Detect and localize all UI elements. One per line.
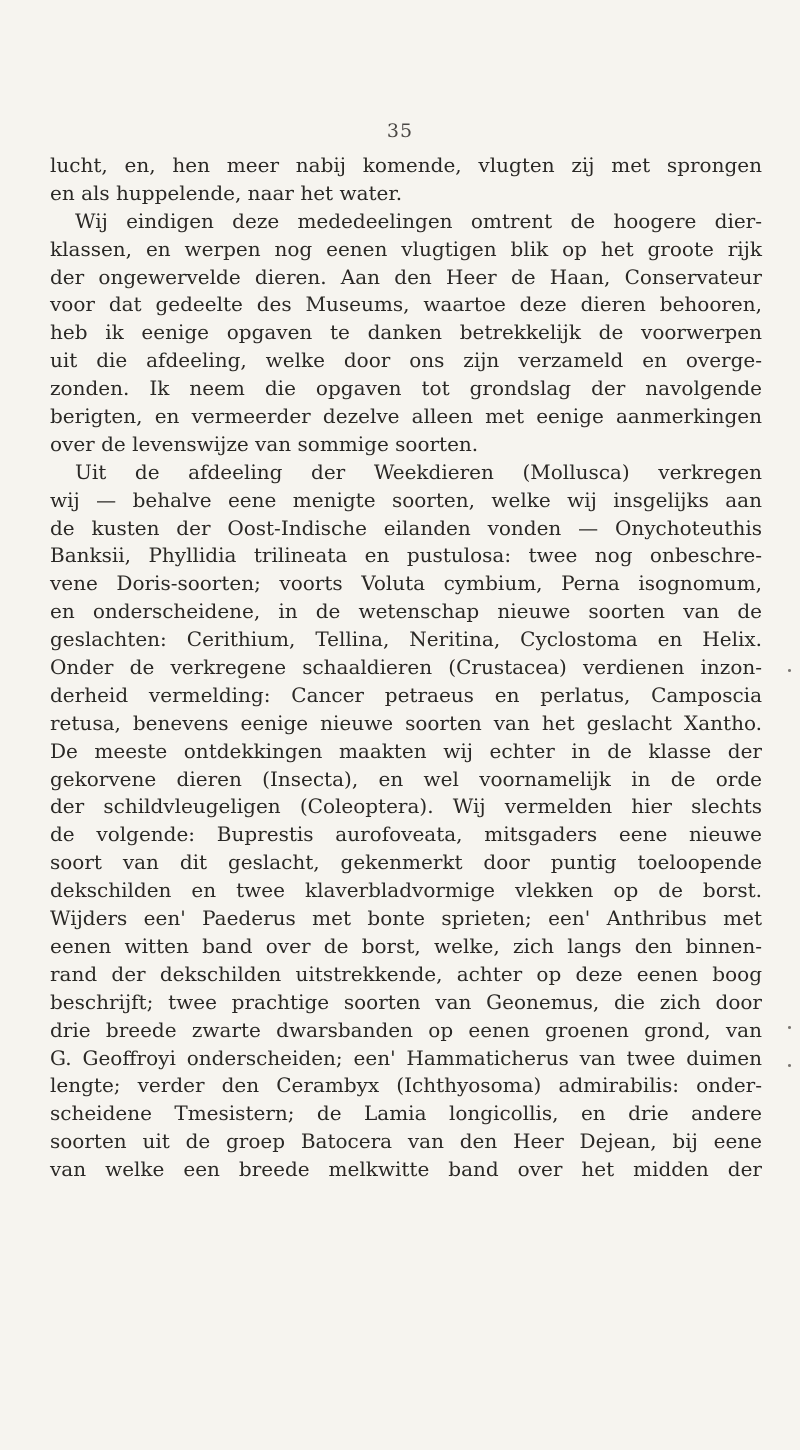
- text-line: soort van dit geslacht, gekenmerkt door puntig toeloopende: [50, 850, 762, 875]
- text-line: soorten uit de groep Batocera van den Heer Dejean, bij eene: [50, 1129, 762, 1154]
- text-line: uit die afdeeling, welke door ons zijn verzameld en overge-: [50, 348, 762, 373]
- text-line: en onderscheidene, in de wetenschap nieuwe soorten van de: [50, 599, 762, 624]
- print-speck: [788, 1064, 791, 1067]
- text-line: derheid vermelding: Cancer petraeus en perlatus, Camposcia: [50, 682, 762, 707]
- text-line: scheidene Tmesistern; de Lamia longicollis, en drie andere: [50, 1101, 762, 1126]
- text-line: gekorvene dieren (Insecta), en wel voornamelijk in de orde: [50, 766, 762, 791]
- text-line: dekschilden en twee klaverbladvormige vlekken op de borst.: [50, 878, 762, 903]
- text-line: lengte; verder den Cerambyx (Ichthyosoma) admirabilis: onder-: [50, 1073, 762, 1098]
- text-line: van welke een breede melkwitte band over het midden der: [50, 1157, 762, 1182]
- text-line: geslachten: Cerithium, Tellina, Neritina, Cyclostoma en Helix.: [50, 627, 762, 652]
- text-line: De meeste ontdekkingen maakten wij echter in de klasse der: [50, 738, 762, 763]
- text-line: en als huppelende, naar het water.: [50, 180, 403, 205]
- text-line: lucht, en, hen meer nabij komende, vlugten zij met sprongen: [50, 153, 762, 177]
- text-line: zonden. Ik neem die opgaven tot grondslag der navolgende: [50, 376, 762, 401]
- text-line: Wijders een' Paederus met bonte sprieten; een' Anthribus met: [50, 906, 762, 931]
- text-line: der ongewervelde dieren. Aan den Heer de Haan, Conservateur: [50, 264, 762, 289]
- text-line: Wij eindigen deze mededeelingen omtrent de hoogere dier-: [75, 208, 762, 233]
- text-line: de volgende: Buprestis aurofoveata, mitsgaders eene nieuwe: [50, 822, 762, 847]
- text-line: Onder de verkregene schaaldieren (Crustacea) verdienen inzon-: [50, 655, 762, 680]
- print-speck: [788, 1026, 791, 1029]
- text-line: der schildvleugeligen (Coleoptera). Wij vermelden hier slechts: [50, 794, 762, 819]
- text-line: de kusten der Oost-Indische eilanden vonden — Onychoteuthis: [50, 515, 762, 540]
- text-line: wij — behalve eene menigte soorten, welke wij insgelijks aan: [50, 487, 762, 512]
- text-line: Banksii, Phyllidia trilineata en pustulosa: twee nog onbeschre-: [50, 543, 762, 568]
- text-line: retusa, benevens eenige nieuwe soorten van het geslacht Xantho.: [50, 710, 762, 735]
- text-line: heb ik eenige opgaven te danken betrekkelijk de voorwerpen: [50, 320, 762, 345]
- body-text: [50, 152, 762, 1184]
- text-line: G. Geoffroyi onderscheiden; een' Hammaticherus van twee duimen: [50, 1045, 762, 1070]
- text-line: drie breede zwarte dwarsbanden op eenen groenen grond, van: [50, 1017, 762, 1042]
- print-speck: [788, 669, 791, 672]
- text-line: over de levenswijze van sommige soorten.: [50, 431, 479, 456]
- page-number: 35: [386, 120, 414, 142]
- text-line: klassen, en werpen nog eenen vlugtigen blik op het groote rijk: [50, 236, 762, 261]
- text-line: Uit de afdeeling der Weekdieren (Mollusca) verkregen: [75, 459, 762, 484]
- text-line: beschrijft; twee prachtige soorten van Geonemus, die zich door: [50, 989, 762, 1014]
- text-line: voor dat gedeelte des Museums, waartoe deze dieren behooren,: [50, 292, 762, 317]
- text-line: berigten, en vermeerder dezelve alleen met eenige aanmerkingen: [50, 404, 762, 429]
- text-line: vene Doris-soorten; voorts Voluta cymbium, Perna isognomum,: [50, 571, 762, 596]
- text-line: eenen witten band over de borst, welke, zich langs den binnen-: [50, 933, 762, 958]
- text-line: rand der dekschilden uitstrekkende, achter op deze eenen boog: [50, 961, 762, 986]
